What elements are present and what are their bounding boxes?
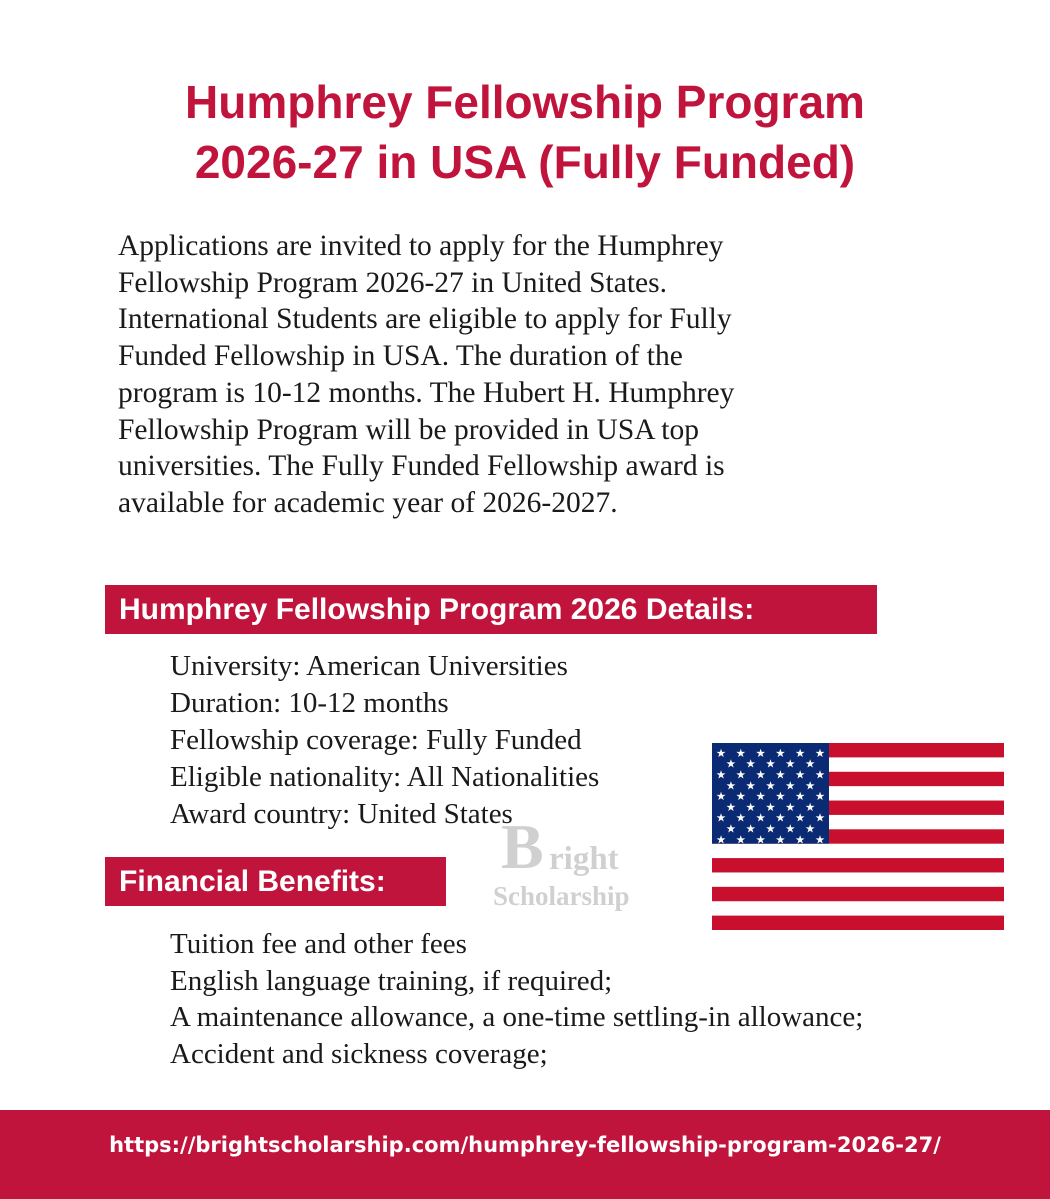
flag-star: ★: [755, 832, 766, 847]
detail-duration: Duration: 10-12 months: [170, 687, 449, 719]
intro-line: Fellowship Program will be provided in USA top: [118, 413, 699, 446]
flag-stripe: [712, 858, 1004, 873]
detail-country: Award country: United States: [170, 798, 513, 830]
details-list: [170, 648, 599, 833]
flag-star: ★: [745, 821, 756, 836]
usa-flag-icon: [712, 743, 1004, 930]
flag-star: ★: [804, 821, 816, 836]
flag-star: ★: [814, 767, 826, 782]
flag-stripe: [712, 901, 1004, 916]
flag-star: ★: [755, 810, 766, 825]
flag-star: ★: [775, 767, 786, 782]
flag-star: ★: [735, 832, 746, 847]
detail-coverage: Fellowship coverage: Fully Funded: [170, 724, 582, 756]
flag-stripe: [712, 872, 1004, 887]
intro-line: universities. The Fully Funded Fellowship award is: [118, 450, 725, 483]
flag-star: ★: [775, 745, 786, 760]
flag-star: ★: [765, 799, 776, 814]
benefit-tuition: Tuition fee and other fees: [170, 928, 467, 960]
flag-star: ★: [785, 821, 796, 836]
flag-stripe: [712, 887, 1004, 902]
flag-star: ★: [725, 821, 737, 836]
flag-star: ★: [715, 832, 727, 847]
intro-line: Funded Fellowship in USA. The duration of the: [118, 340, 683, 373]
flag-star: ★: [785, 756, 796, 771]
flag-star: ★: [785, 778, 796, 793]
footer-url-link[interactable]: https://brightscholarship.com/humphrey-fellowship-program-2026-27/: [109, 1133, 941, 1157]
benefits-list: [170, 926, 870, 1072]
flag-star: ★: [765, 821, 776, 836]
flag-star: ★: [715, 767, 727, 782]
flag-star: ★: [785, 799, 796, 814]
flag-star: ★: [814, 745, 826, 760]
watermark-letter: B: [501, 811, 544, 882]
flag-star: ★: [715, 745, 727, 760]
page-title: [0, 72, 1050, 192]
flag-star: ★: [715, 789, 727, 804]
flag-star: ★: [765, 778, 776, 793]
flag-star: ★: [735, 789, 746, 804]
intro-line: Applications are invited to apply for the Humphrey: [118, 230, 724, 262]
details-heading: Humphrey Fellowship Program 2026 Details:: [105, 585, 877, 634]
flag-star: ★: [804, 778, 816, 793]
flag-star: ★: [795, 745, 806, 760]
flag-star: ★: [735, 745, 746, 760]
flag-star: ★: [755, 745, 766, 760]
intro-line: International Students are eligible to apply for Fully: [118, 303, 732, 336]
flag-star: ★: [795, 832, 806, 847]
watermark-word: right: [549, 841, 619, 877]
benefits-heading: Financial Benefits:: [105, 857, 446, 906]
flag-star: ★: [795, 810, 806, 825]
flag-star: ★: [775, 789, 786, 804]
flag-star: ★: [745, 799, 756, 814]
detail-university: University: American Universities: [170, 650, 568, 682]
flag-star: ★: [735, 767, 746, 782]
detail-nationality: Eligible nationality: All Nationalities: [170, 761, 600, 793]
intro-paragraph: [118, 228, 878, 522]
intro-line: available for academic year of 2026-2027.: [118, 486, 618, 519]
flag-star: ★: [765, 756, 776, 771]
watermark-subtitle: Scholarship: [493, 881, 630, 911]
flag-star: ★: [775, 810, 786, 825]
benefit-allowance: A maintenance allowance, a one-time settling-in allowance; Accident and sickness coverage;: [170, 1001, 864, 1070]
benefit-english: English language training, if required;: [170, 964, 613, 997]
flag-star: ★: [755, 789, 766, 804]
flag-star: ★: [804, 799, 816, 814]
flag-star: ★: [804, 756, 816, 771]
brand-watermark: [493, 811, 693, 925]
intro-line: Fellowship Program 2026-27 in United States.: [118, 266, 667, 299]
flag-star: ★: [745, 756, 756, 771]
flag-star: ★: [735, 810, 746, 825]
flag-star: ★: [745, 778, 756, 793]
flag-star: ★: [725, 799, 737, 814]
flag-star: ★: [814, 789, 826, 804]
flag-star: ★: [715, 810, 727, 825]
flag-star: ★: [814, 832, 826, 847]
flag-star: ★: [795, 767, 806, 782]
title-line-2: 2026-27 in USA (Fully Funded): [194, 136, 856, 188]
flag-star: ★: [795, 789, 806, 804]
flag-star: ★: [755, 767, 766, 782]
flag-star: ★: [725, 756, 737, 771]
intro-line: program is 10-12 months. The Hubert H. Humphrey: [118, 376, 735, 409]
flag-star: ★: [725, 778, 737, 793]
flag-star: ★: [775, 832, 786, 847]
flag-stripe: [712, 916, 1004, 930]
title-line-1: Humphrey Fellowship Program: [185, 76, 865, 128]
flag-star: ★: [814, 810, 826, 825]
footer-bar: [0, 1110, 1050, 1199]
